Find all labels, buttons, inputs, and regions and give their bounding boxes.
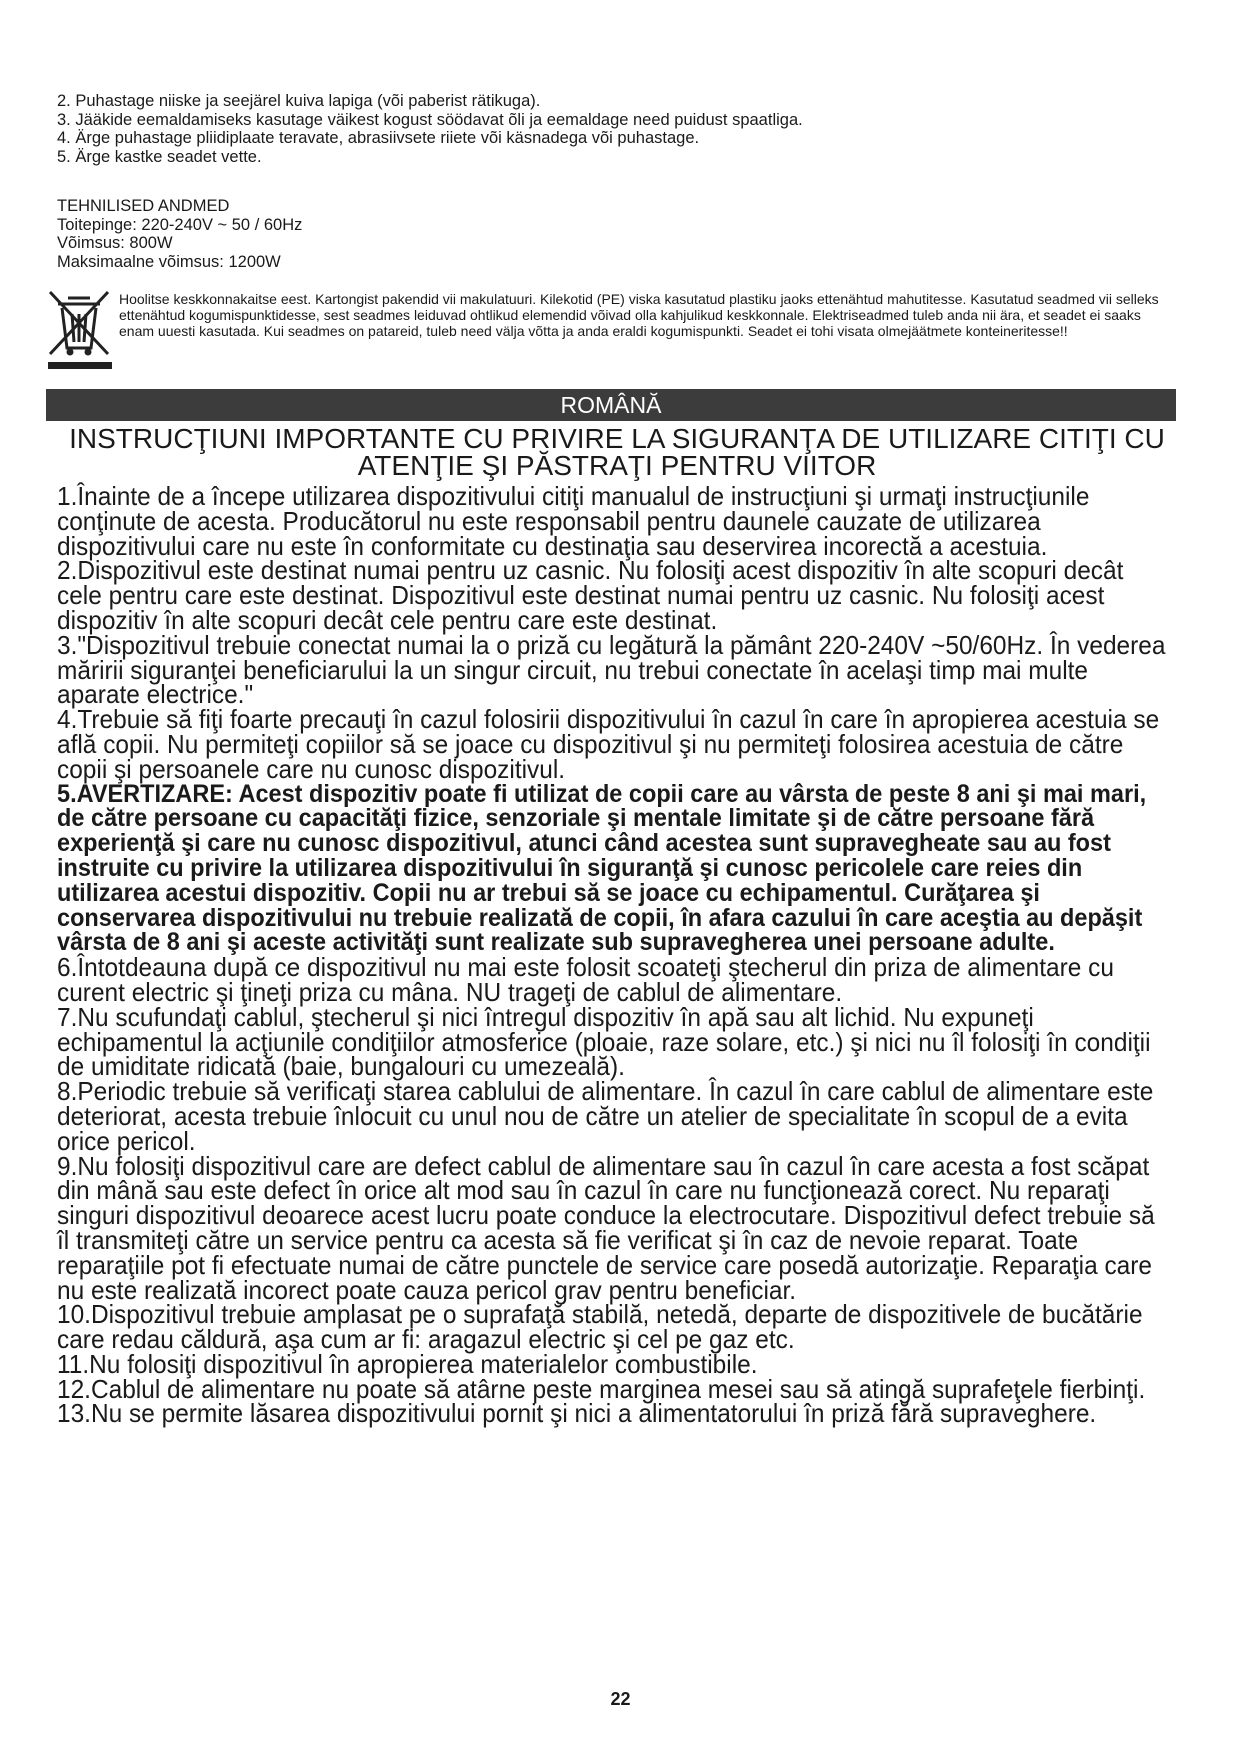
- list-item: 11.Nu folosiţi dispozitivul în apropierea materialelor combustibile.: [57, 1348, 758, 1379]
- crossed-out-wheelie-bin-icon: [46, 288, 114, 370]
- warning-item: 5.AVERTIZARE: Acest dispozitiv poate fi utilizat de copii care au vârsta de peste 8 ani şi mai mari, de către persoane cu capacităţi fizice, senzoriale şi mentale limitate şi de către persoane fără experienţă şi care nu cunosc dispozitivul, atunci când acestea sunt supravegheate sau au fost instruite cu privire la utilizarea dispozitivului în siguranţă şi cunosc pericolele care reies din utilizarea acestui dispozitiv. Copii nu ar trebui să se joace cu echipamentul. Curăţarea şi conservarea dispozitivului nu trebuie realizată de copii, în afara cazului în care aceştia au depăşit vârsta de 8 ani şi aceste activităţi sunt realizate sub supravegherea unei persoane adulte.: [57, 779, 1147, 957]
- technical-data-line: Võimsus: 800W: [57, 234, 173, 252]
- technical-data-line: Maksimaalne võimsus: 1200W: [57, 252, 281, 271]
- list-item: 2.Dispozitivul este destinat numai pentru uz casnic. Nu folosiţi acest dispozitiv în alte scopuri decât cele pentru care este destinat. Dispozitivul este destinat numai pentru uz casnic. Nu folosiţi acest dispozitiv în alte scopuri decât cele pentru care este destinat.: [57, 555, 1124, 635]
- list-item: 6.Întotdeauna după ce dispozitivul nu mai este folosit scoateţi ştecherul din priza de alimentare cu curent electric şi ţineţi priza cu mâna. NU trageţi de cablul de alimentare.: [57, 952, 1114, 1007]
- disposal-text: Hoolitse keskkonnakaitse eest. Kartongist pakendid vii makulatuuri. Kilekotid (PE) viska kasutatud plastiku jaoks ettenähtud mahutitesse. Kasutatud seadmed vii selleks ettenähtud kogumispunktidesse, sest seadmes leiduvad ohtlikud elemendid võivad olla kahjulikud keskkonnale. Elektriseadmed tuleb anda nii ära, et seadet ei saaks enam uuesti kasutada. Kui seadmes on patareid, tuleb need välja võtta ja anda eraldi kogumispunkti. Seadet ei tohi visata olmejäätmete konteineritesse!!: [119, 291, 1159, 339]
- cleaning-step: 3. Jääkide eemaldamiseks kasutage väikest kogust söödavat õli ja eemaldage need puidust spaatliga.: [57, 110, 803, 129]
- list-item: 9.Nu folosiţi dispozitivul care are defect cablul de alimentare sau în cazul în care acesta a fost scăpat din mână sau este defect în orice alt mod sau în cazul în care nu funcţionează corect. Nu reparaţi singuri dispozitivul deoarece acest lucru poate conduce la electrocutare. Dispozitivul defect trebuie să îl transmiteţi către un service pentru ca acesta să fie verificat şi în caz de nevoie reparat. Toate reparaţiile pot fi efectuate numai de către punctele de service care posedă autorizaţie. Reparaţia care nu este realizată incorect poate cauza pericol grav pentru beneficiar.: [57, 1150, 1155, 1305]
- list-item: 8.Periodic trebuie să verificaţi starea cablului de alimentare. În cazul în care cablul de alimentare este deteriorat, acesta trebuie înlocuit cu unul nou de către un atelier de specialitate în scopul de a evita orice pericol.: [57, 1076, 1154, 1156]
- list-item: 12.Cablul de alimentare nu poate să atârne peste marginea mesei sau să atingă suprafeţele fierbinţi.: [57, 1373, 1146, 1404]
- cleaning-instructions-list: [57, 92, 1177, 166]
- list-item: 10.Dispozitivul trebuie amplasat pe o suprafaţă stabilă, netedă, departe de dispozitivele de bucătărie care redau căldură, aşa cum ar fi: aragazul electric şi cel pe gaz etc.: [57, 1299, 1143, 1355]
- list-item: 7.Nu scufundaţi cablul, ştecherul şi nici întregul dispozitiv în apă sau alt lichid. Nu expuneţi echipamentul la acţiunile condiţiilor atmosferice (ploaie, raze solare, etc.) şi nici nu îl folosiţi în condiţii de umiditate ridicată (baie, bungalouri cu umezeală).: [57, 1001, 1151, 1082]
- page-number: 22: [610, 1689, 631, 1709]
- safety-instructions-list: [57, 481, 1177, 1429]
- technical-data-line: Toitepinge: 220-240V ~ 50 / 60Hz: [57, 215, 303, 234]
- technical-data: [57, 197, 302, 271]
- disposal-notice: [46, 288, 1176, 374]
- cleaning-step: 4. Ärge puhastage pliidiplaate teravate, abrasiivsete riiete või käsnadega või puhastage.: [57, 129, 700, 147]
- list-item: 4.Trebuie să fiţi foarte precauţi în cazul folosirii dispozitivului în cazul în care în apropierea acestuia se află copii. Nu permiteţi copiilor să se joace cu dispozitivul şi nu permiteţi folosirea acestuia de către copii şi persoanele care nu cunosc dispozitivul.: [57, 704, 1160, 784]
- list-item: 1.Înainte de a începe utilizarea dispozitivului citiţi manualul de instrucţiuni şi urmaţi instrucţiunile conţinute de acesta. Producătorul nu este responsabil pentru daunele cauzate de utilizarea dispozitivului care nu este în conformitate cu destinaţia sau deservirea incorectă a acestuia.: [57, 481, 1090, 561]
- language-section-bar: ROMÂNĂ: [46, 389, 1176, 421]
- safety-heading: INSTRUCŢIUNI IMPORTANTE CU PRIVIRE LA SIGURANŢA DE UTILIZARE CITIŢI CU ATENŢIE ŞI PĂSTRAŢI PENTRU VIITOR: [69, 423, 1165, 481]
- technical-data-title: TEHNILISED ANDMED: [57, 197, 230, 215]
- cleaning-step: 5. Ärge kastke seadet vette.: [57, 147, 262, 166]
- list-item: 13.Nu se permite lăsarea dispozitivului pornit şi nici a alimentatorului în priză fără supraveghere.: [57, 1398, 1097, 1429]
- cleaning-step: 2. Puhastage niiske ja seejärel kuiva lapiga (või paberist rätikuga).: [57, 92, 541, 110]
- list-item: 3."Dispozitivul trebuie conectat numai la o priză cu legătură la pământ 220-240V ~50/60Hz. În vederea măririi siguranţei beneficiarului la un singur circuit, nu trebui conectate în acelaşi timp mai multe aparate electrice.": [57, 629, 1166, 710]
